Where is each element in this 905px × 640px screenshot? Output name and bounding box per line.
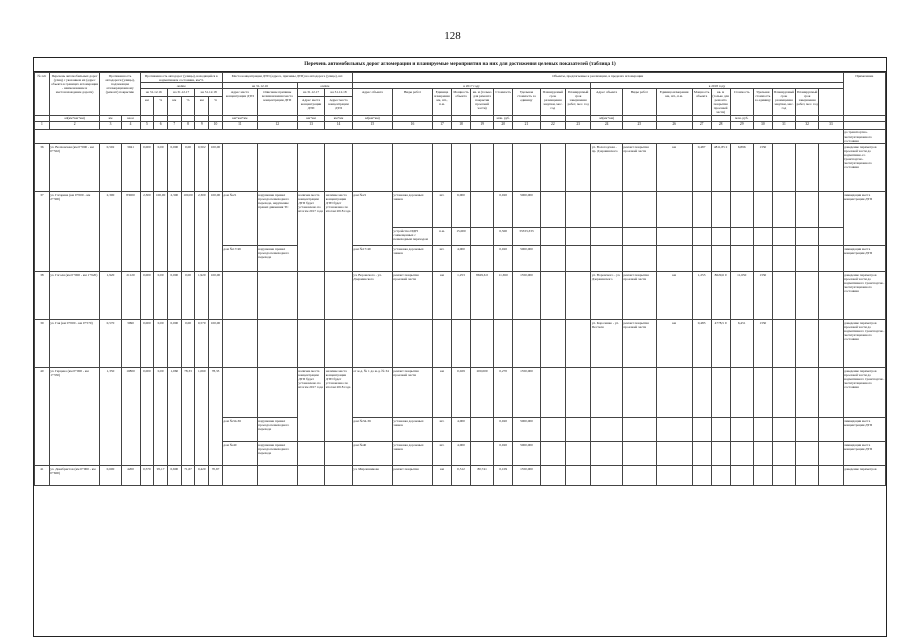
header-year-2017: в 2017 году bbox=[352, 83, 591, 89]
table-title: Перечень автомобильных дорог агломерации и планируемые мероприятия на них для достижения целевых показателей (таблица 1) bbox=[34, 58, 886, 72]
table-row: 36 ул. Волховская (км 0+000 - км 0+502) 0,502 3941 0,000 0,00 0,000 0,00 0,502 100,00 ул. Вологодская - пр. Дзержинского ремонт покрытия проезжей части км 0,487 4811,85 2 6,896 1350 доведение параметров проезжей части до нормативно-го транспортно-эксплуатационного состояния bbox=[35, 144, 886, 192]
column-number: 10 bbox=[209, 121, 223, 129]
column-number bbox=[843, 121, 885, 129]
header-work: Виды работ bbox=[392, 89, 432, 116]
column-number-row bbox=[35, 121, 886, 129]
header-mk17-date: на 31.12.17 bbox=[297, 89, 324, 97]
unit-cost: млн. руб. bbox=[494, 115, 513, 121]
header-mk18-date: на 31.12.18 bbox=[325, 89, 352, 97]
table-row: дом №17/49 нарушение правил проезда пешеходного перехода дом №17/49 установка дорожных знаков шт. 4,000 0,020 5000,000 ликвидация места концентрации ДТП bbox=[35, 246, 886, 272]
header-mk-ondate: ondate bbox=[297, 83, 352, 89]
column-number: 8 bbox=[181, 121, 195, 129]
column-number: 6 bbox=[154, 121, 168, 129]
column-number: 31 bbox=[772, 121, 795, 129]
header-obj-addr: Адрес объекта bbox=[352, 89, 392, 116]
column-number: 30 bbox=[753, 121, 772, 129]
column-number: 22 bbox=[540, 121, 565, 129]
column-number: 13 bbox=[297, 121, 324, 129]
header-year-2018: в 2018 году bbox=[591, 83, 843, 89]
table-row: дом №40 нарушение правил проезда пешеходного перехода дом №40 установка дорожных знаков шт. 4,000 0,020 5000,000 ликвидация места концентрации ДТП bbox=[35, 442, 886, 466]
column-number: 25 bbox=[622, 121, 656, 129]
column-number: 32 bbox=[796, 121, 819, 129]
unit-mk18: км+км bbox=[325, 115, 352, 121]
column-number: 14 bbox=[325, 121, 352, 129]
column-number: 20 bbox=[494, 121, 513, 129]
header-extra bbox=[819, 89, 843, 116]
header-sqm-2: кв. м (только для ремонта покрытия проезжей части) bbox=[712, 89, 729, 115]
header-pct-16: % bbox=[154, 97, 168, 116]
header-power: Мощность объекта bbox=[452, 89, 471, 116]
header-pct-18: % bbox=[209, 97, 223, 116]
column-number: 4 bbox=[121, 121, 140, 129]
header-unit-2: Единица измерения км, шт., п.м. bbox=[656, 89, 692, 116]
header-cost-2: Стоимость bbox=[730, 89, 753, 116]
header-ondate: ondate bbox=[140, 83, 222, 89]
header-mk-desc: Описание причины возникновения места концентрации ДТП bbox=[257, 89, 297, 116]
header-accident-spots: Места концентрации ДТП (адреса, причины ДТП) на автодороге (улице), шт. bbox=[222, 73, 352, 83]
column-number: 23 bbox=[565, 121, 590, 129]
header-norm-state: Протяженность автодорог (улицы), находящейся в нормативном состоянии, км/% bbox=[140, 73, 222, 83]
header-objects: Объекты, предлагаемые к реализации, в пределах агломерации bbox=[352, 73, 843, 83]
unit-len2: кв.м bbox=[121, 115, 140, 121]
column-number: 19 bbox=[471, 121, 494, 129]
header-power-2: Мощность объекта bbox=[692, 89, 711, 116]
header-km-18: км bbox=[195, 97, 209, 116]
column-number: 17 bbox=[433, 121, 452, 129]
table-row: 41 ул. Декабристов (км 0+000 - км 0+600) 0,600 4200 0,570 95,17 0,600 71,67 0,420 70,67 ул. Мирошникова ремонт покрытия км 0,512 80,741 0,109 1350,000 доведение параметров bbox=[35, 466, 886, 486]
header-plan-date-2: Планируемый срок размещения закупки, мес. год bbox=[772, 89, 795, 116]
table-row: 38 ул. Гоголя (км 0+000 - км 1+920) 1,920 21120 0,000 0,00 0,000 0,00 1,920 100,00 ул. Воровского - ул. Дзержинского ремонт покрытия проезжей части км 1,253 8629,6 0 11,650 1350,000 ул. Воровского - ул. Дзержинского ремонт покрытия проезжей части км 1,253 8629,6 0 11,650 1350 доведение параметров проезжей части до нормативного транспортно-эксплуатационного состояния bbox=[35, 272, 886, 320]
header-road: Перечень автомобильных дорог (улиц) с указанием их (адрес объекта в границах агломерации - наименование и местонахождение дороги) bbox=[49, 73, 100, 116]
unit-road: ad(км+км+км) bbox=[49, 115, 100, 121]
header-18: на 31.12.18 bbox=[195, 89, 223, 97]
unit-len: км bbox=[100, 115, 121, 121]
header-note: Примечание bbox=[843, 73, 885, 116]
header-plan-done: Планируемый срок завершения работ, мес. год bbox=[565, 89, 590, 116]
column-number: 24 bbox=[591, 121, 623, 129]
unit-mk: км+км+км bbox=[222, 115, 257, 121]
table-row: 40 ул. Герцена (км 0+000 - км 1+350) 1,350 10800 0,000 0,00 1,060 78,33 1,060 78,33 наличие места концентрации ДТП будет установлено по итогам 2017 года наличие места концентрации ДТП будет установлено по итогам 2018 года от ж.д. № 1 до ж.д. № 34 ремонт покрытия проезжей части км 0,029 200,000 0,270 1350,000 доведение параметров проезжей части до нормативного транспортно-эксплуатационного состояния bbox=[35, 368, 886, 418]
header-plan-date: Планируемый срок размещения закупки, мес. год bbox=[540, 89, 565, 116]
header-no: № п/п bbox=[35, 73, 50, 116]
header-plan-done-2: Планируемый срок завершения работ, мес. год bbox=[796, 89, 819, 116]
header-km-17: км bbox=[167, 97, 181, 116]
column-number: 28 bbox=[711, 121, 730, 129]
table-row: устройство ИДН совмещенных с пешеходным переходом п.м. 15,000 0,500 33333,333 bbox=[35, 228, 886, 246]
table-row: 39 ул. Гая (км 0+000 - км 0+570) 0,570 3990 0,000 0,00 0,000 0,00 0,570 100,00 ул. Короленко - ул. Пестеля ремонт покрытия проезжей части км 0,483 4778,5 9 6,451 1350 доведение параметров проезжей части до нормативного транспортно-эксплуатационного состояния bbox=[35, 320, 886, 368]
header-obj-addr-2: Адрес объекта bbox=[591, 89, 623, 116]
column-number: 5 bbox=[140, 121, 154, 129]
column-number: 18 bbox=[452, 121, 471, 129]
header-mk-16: на 31.12.16 bbox=[222, 83, 297, 89]
page-number: 128 bbox=[444, 30, 461, 42]
column-number: 15 bbox=[352, 121, 392, 129]
header-mk17-addr: Адрес места концентрации ДТП bbox=[297, 97, 324, 116]
column-number: 26 bbox=[656, 121, 692, 129]
header-cost: Стоимость bbox=[494, 89, 513, 116]
header-sqm: кв. м (только для ремонта покрытия проезжей части) bbox=[471, 89, 494, 116]
column-number: 1 bbox=[35, 121, 50, 129]
header-17: на 31.12.17 bbox=[167, 89, 194, 97]
carry-row bbox=[35, 129, 886, 143]
header-row-3 bbox=[35, 89, 886, 97]
unit-cost2: млн. руб. bbox=[730, 115, 753, 121]
column-number: 29 bbox=[730, 121, 753, 129]
column-number: 27 bbox=[692, 121, 711, 129]
header-km-16: км bbox=[140, 97, 154, 116]
header-length: Протяженность автодороги (улицы), подлежащая агломерационному (ремонт) покрытию bbox=[100, 73, 140, 116]
header-16: на 31.12.16 bbox=[140, 89, 167, 97]
header-mk-addr: Адрес места концентрации ДТП bbox=[222, 89, 257, 116]
header-unit-cost: Удельная стоимость за единицу bbox=[513, 89, 540, 116]
roads-table bbox=[34, 72, 886, 486]
carry-note: до транспортно-эксплуатационного состояния bbox=[843, 129, 885, 143]
header-work-2: Виды работ bbox=[622, 89, 656, 116]
column-number: 11 bbox=[222, 121, 257, 129]
column-number: 7 bbox=[167, 121, 181, 129]
column-number: 16 bbox=[392, 121, 432, 129]
unit-obj: ad(км+км) bbox=[352, 115, 392, 121]
header-row-1 bbox=[35, 73, 886, 83]
column-number: 33 bbox=[819, 121, 843, 129]
header-unit: Единица измерения км, шт., п.м. bbox=[433, 89, 452, 116]
column-number: 3 bbox=[100, 121, 121, 129]
unit-mk17: км+км bbox=[297, 115, 324, 121]
table-row: дом №34-36 нарушение правил проезда пешеходного перехода дом №34-36 установка дорожных знаков шт. 4,000 0,020 5000,000 ликвидация места концентрации ДТП bbox=[35, 418, 886, 442]
header-pct-17: % bbox=[181, 97, 195, 116]
unit-obj2: ad(км+км) bbox=[591, 115, 623, 121]
header-mk18-addr: Адрес места концентрации ДТП bbox=[325, 97, 352, 116]
document-sheet bbox=[33, 57, 887, 637]
header-unit-cost-2: Удельная стоимость за единицу bbox=[753, 89, 772, 116]
column-number: 9 bbox=[195, 121, 209, 129]
column-number: 2 bbox=[49, 121, 100, 129]
column-number: 21 bbox=[513, 121, 540, 129]
table-row: 37 ул. Гагарина (км 0+000 - км 2+300) 2,300 83000 2,300 100,00 2,300 100,00 2,300 100,00 дом №21 нарушение правил проезда пешеходного перехода, нарушение правил движения ТС наличие места концентрации ДТП будет установлено по итогам 2017 года наличие места концентрации ДТП будет установлено по итогам 2018 года дом №21 установка дорожных знаков шт. 6,000 0,020 5000,000 ликвидация места концентрации ДТП bbox=[35, 192, 886, 228]
column-number: 12 bbox=[257, 121, 297, 129]
